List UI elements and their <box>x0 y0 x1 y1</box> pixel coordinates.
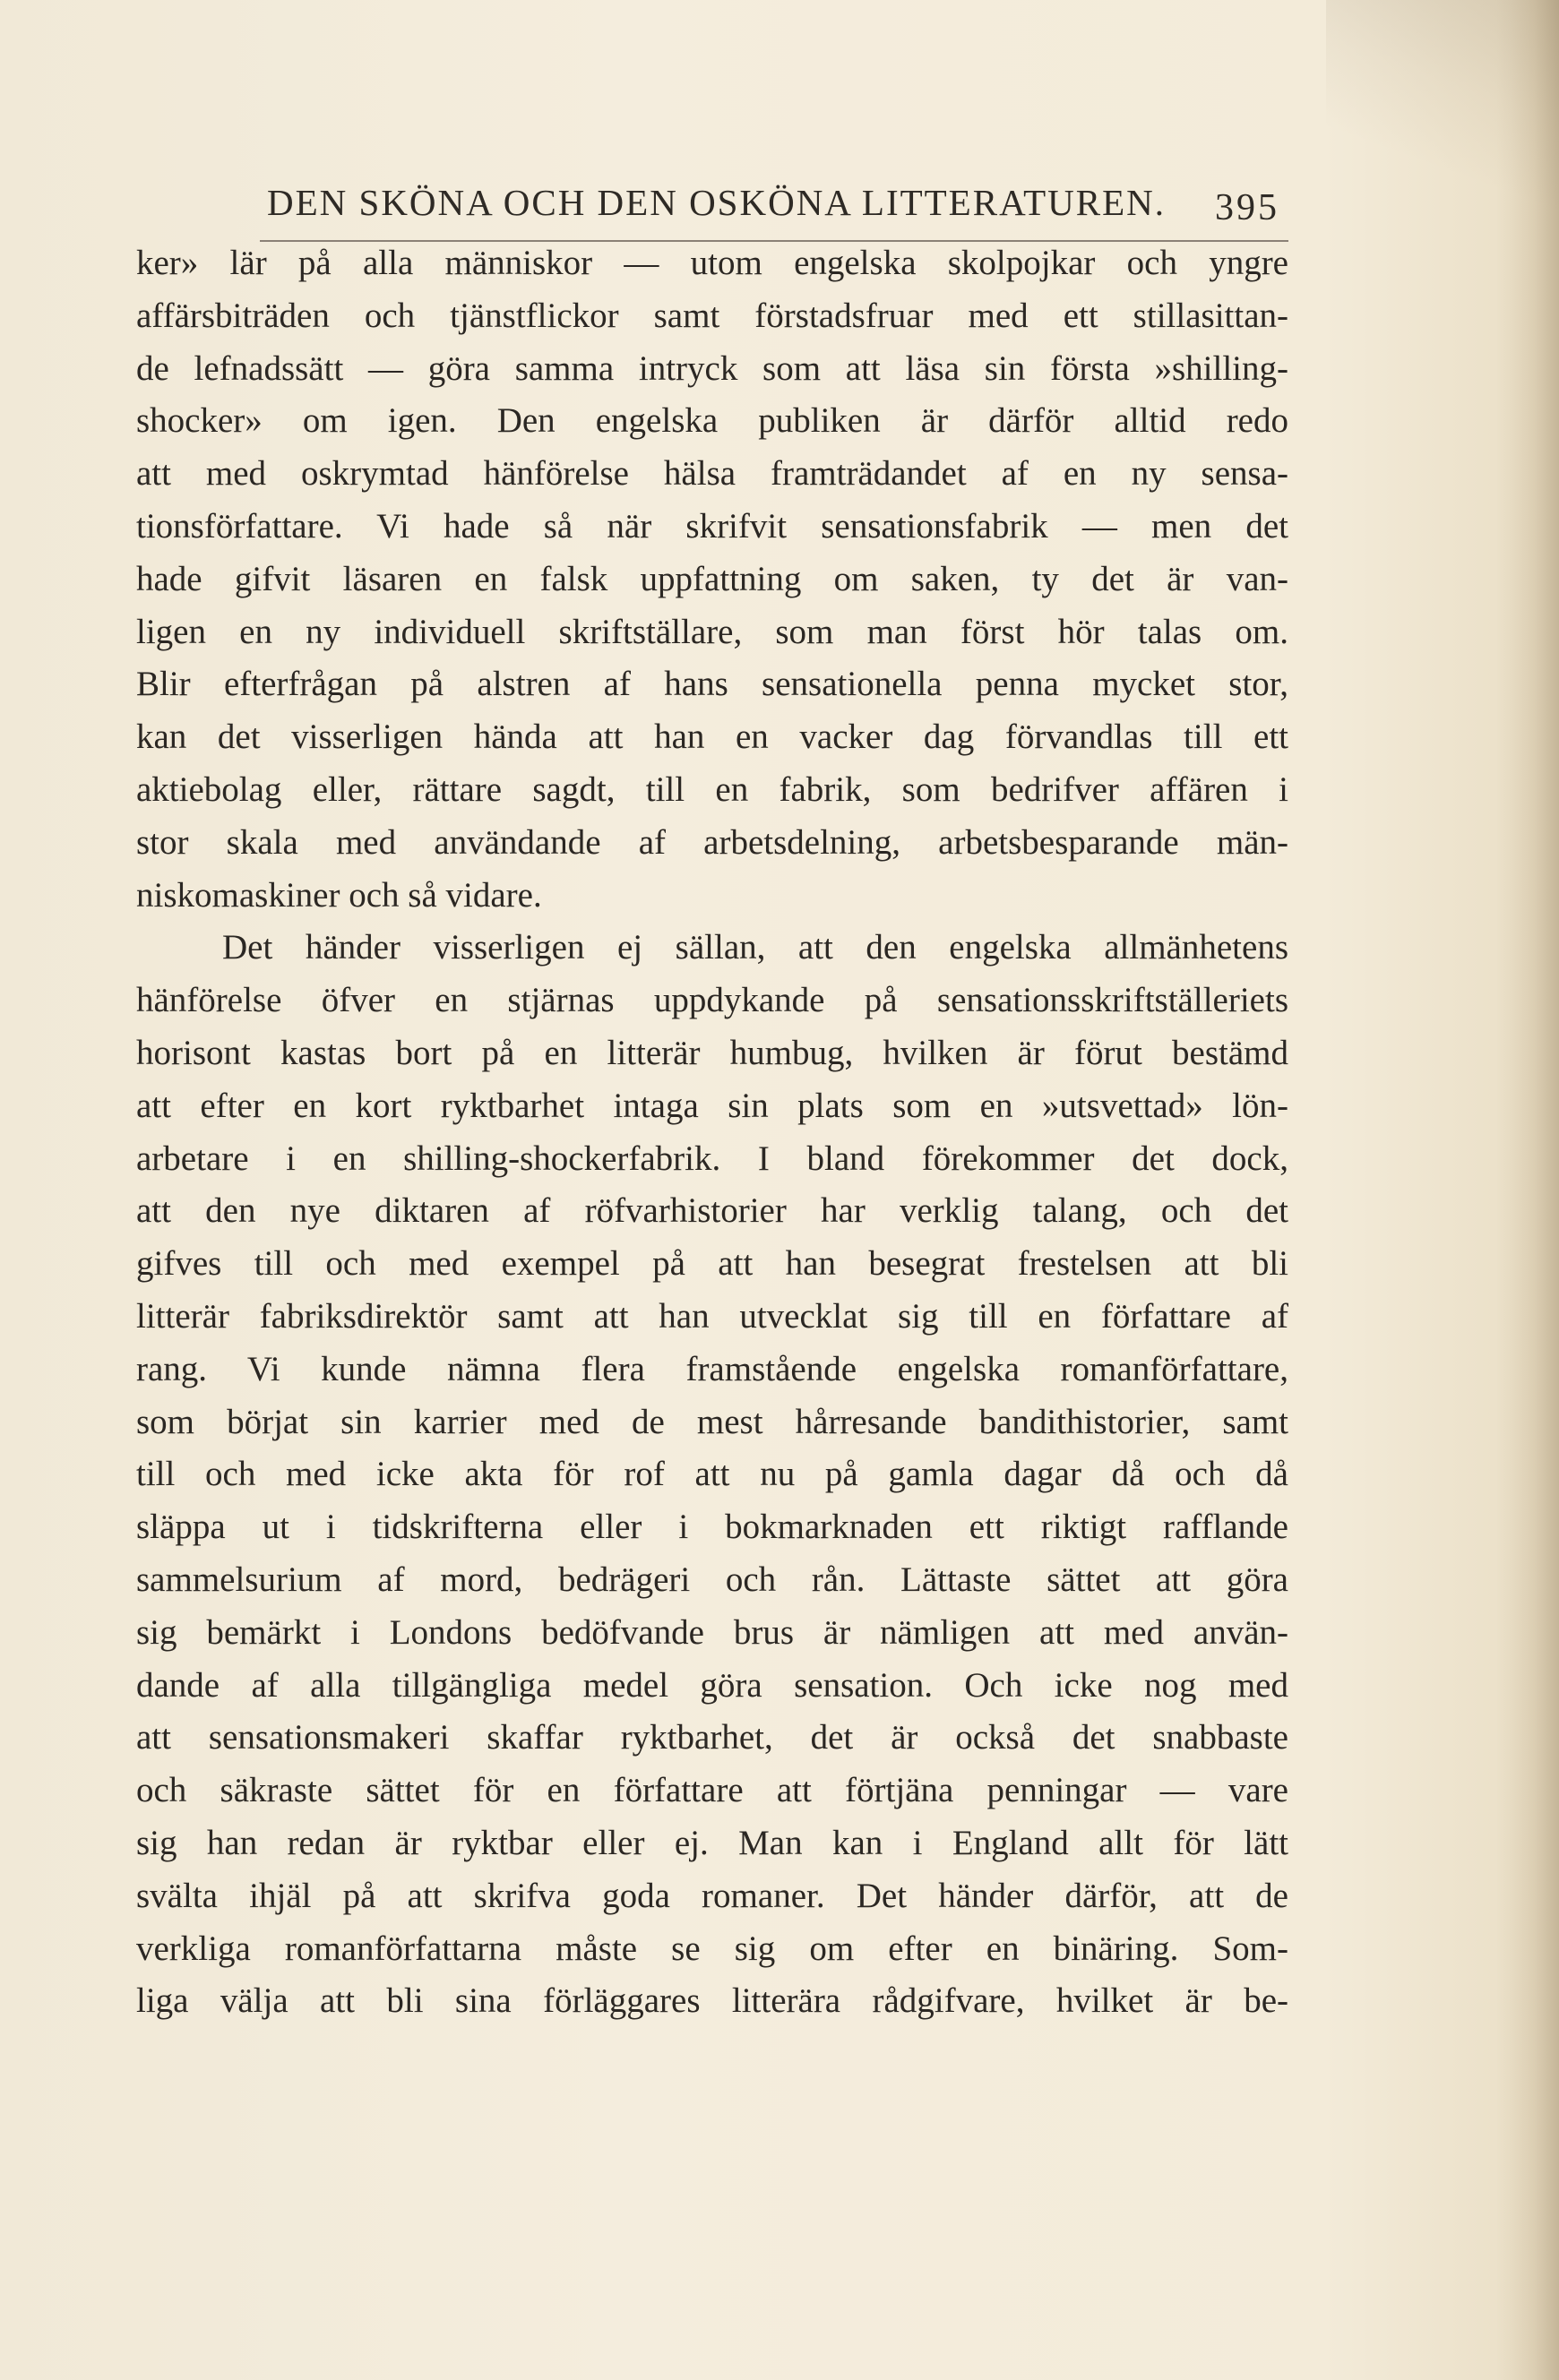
text-line: sig han redan är ryktbar eller ej. Man kan i England allt för lätt <box>136 1823 1288 1862</box>
paragraph-end-line: niskomaskiner och så vidare. <box>136 875 542 915</box>
text-line: och säkraste sättet för en författare att förtjäna penningar — vare <box>136 1771 1288 1810</box>
text-line: släppa ut i tidskrifterna eller i bokmarknaden ett riktigt rafflande <box>136 1508 1288 1547</box>
text-line: kan det visserligen hända att han en vacker dag förvandlas till ett <box>136 717 1288 757</box>
text-line: litterär fabriksdirektör samt att han utvecklat sig till en författare af <box>136 1296 1288 1336</box>
body-text <box>136 237 1288 2028</box>
text-line: hänförelse öfver en stjärnas uppdykande på sensationsskriftställeriets <box>136 981 1288 1020</box>
text-line: sig bemärkt i Londons bedöfvande brus är nämligen att med använ- <box>136 1612 1288 1652</box>
text-line: tionsförfattare. Vi hade så när skrifvit sensationsfabrik — men det <box>136 506 1288 546</box>
text-line: svälta ihjäl på att skrifva goda romaner. Det händer därför, att de <box>136 1876 1288 1915</box>
text-line: att efter en kort ryktbarhet intaga sin plats som en »utsvettad» lön- <box>136 1086 1288 1125</box>
text-line: dande af alla tillgängliga medel göra sensation. Och icke nog med <box>136 1665 1288 1705</box>
text-line: att den nye diktaren af röfvarhistorier har verklig talang, och det <box>136 1191 1288 1231</box>
text-line: som börjat sin karrier med de mest hårresande bandithistorier, samt <box>136 1402 1288 1441</box>
text-line: ligen en ny individuell skriftställare, som man först hör talas om. <box>136 612 1288 651</box>
text-line: horisont kastas bort på en litterär humbug, hvilken är förut bestämd <box>136 1033 1288 1072</box>
text-line: verkliga romanförfattarna måste se sig om efter en binäring. Som- <box>136 1929 1288 1968</box>
text-line: gifves till och med exempel på att han besegrat frestelsen att bli <box>136 1244 1288 1284</box>
text-line: hade gifvit läsaren en falsk uppfattning om saken, ty det är van- <box>136 559 1288 598</box>
text-line: rang. Vi kunde nämna flera framstående engelska romanförfattare, <box>136 1349 1288 1388</box>
text-line: shocker» om igen. Den engelska publiken är därför alltid redo <box>136 401 1288 441</box>
page-header <box>260 176 1290 238</box>
text-line: affärsbiträden och tjänstflickor samt förstadsfruar med ett stillasittan- <box>136 296 1288 335</box>
text-line: till och med icke akta för rof att nu på gamla dagar då och då <box>136 1455 1288 1494</box>
page-edge-shading <box>1496 0 1559 2380</box>
text-line: aktiebolag eller, rättare sagdt, till en fabrik, som bedrifver affären i <box>136 769 1288 809</box>
text-line: liga välja att bli sina förläggares litterära rådgifvare, hvilket är be- <box>136 1981 1288 2021</box>
text-line: stor skala med användande af arbetsdelning, arbetsbesparande män- <box>136 822 1288 862</box>
text-line: sammelsurium af mord, bedrägeri och rån. Lättaste sättet att göra <box>136 1559 1288 1599</box>
running-title: DEN SKÖNA OCH DEN OSKÖNA LITTERATUREN. <box>267 182 1167 223</box>
text-line: att sensationsmakeri skaffar ryktbarhet, det är också det snabbaste <box>136 1718 1288 1757</box>
page-number: 395 <box>1215 187 1279 228</box>
text-line: Blir efterfrågan på alstren af hans sensationella penna mycket stor, <box>136 665 1288 704</box>
text-line: de lefnadssätt — göra samma intryck som att läsa sin första »shilling- <box>136 348 1288 388</box>
text-line: att med oskrymtad hänförelse hälsa framträdandet af en ny sensa- <box>136 454 1288 494</box>
text-line: ker» lär på alla människor — utom engelska skolpojkar och yngre <box>136 244 1288 282</box>
text-line: arbetare i en shilling-shockerfabrik. I bland förekommer det dock, <box>136 1138 1288 1178</box>
paragraph-first-line: Det händer visserligen ej sällan, att den engelska allmänhetens <box>222 928 1288 967</box>
